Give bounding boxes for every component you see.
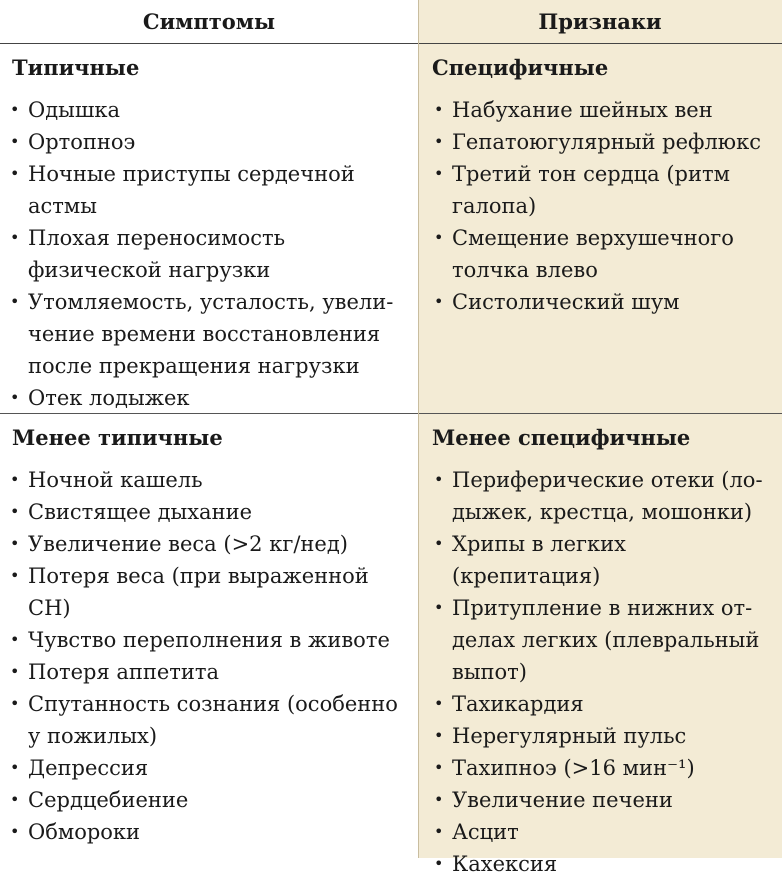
list-item: • Чувство переполнения в животе [8, 624, 412, 656]
list-item: • Одышка [8, 94, 412, 126]
list-item: • Депрессия [8, 752, 412, 784]
list-item: • Плохая переносимость физической нагрузки [8, 222, 412, 286]
list-item: • Обмороки [8, 816, 412, 848]
list-item: • Нерегулярный пульс [432, 720, 776, 752]
list-item: • Утомляемость, усталость, увели- чение времени восстановления после прекращения нагрузки [8, 286, 412, 382]
list-less-typical [0, 464, 418, 848]
section-title-less-specific: Менее специфичные [432, 425, 691, 450]
section-title-typical: Типичные [12, 55, 140, 80]
list-item: • Гепатоюгулярный рефлюкс [432, 126, 776, 158]
list-item: • Потеря веса (при выраженной СН) [8, 560, 412, 624]
list-item: • Кахексия [432, 848, 776, 880]
list-item: • Третий тон сердца (ритм галопа) [432, 158, 776, 222]
list-item: • Ортопноэ [8, 126, 412, 158]
list-item: • Потеря аппетита [8, 656, 412, 688]
header-signs: Признаки [418, 0, 782, 44]
section-title-less-typical: Менее типичные [12, 425, 223, 450]
list-item: • Спутанность сознания (особенно у пожилых) [8, 688, 412, 752]
section-typical [0, 44, 418, 414]
list-item: • Свистящее дыхание [8, 496, 412, 528]
list-item: • Смещение верхушечного толчка влево [432, 222, 776, 286]
list-specific [418, 94, 782, 318]
column-divider [418, 0, 419, 858]
list-item: • Ночной кашель [8, 464, 412, 496]
list-item: • Систолический шум [432, 286, 776, 318]
section-less-typical [0, 414, 418, 858]
list-item: • Сердцебиение [8, 784, 412, 816]
section-specific [418, 44, 782, 414]
list-typical [0, 94, 418, 414]
list-item: • Набухание шейных вен [432, 94, 776, 126]
list-item: • Притупление в нижних от- делах легких (плевральный выпот) [432, 592, 776, 688]
list-item: • Тахикардия [432, 688, 776, 720]
section-less-specific [418, 414, 782, 876]
list-item: • Ночные приступы сердечной астмы [8, 158, 412, 222]
list-item: • Периферические отеки (ло- дыжек, крестца, мошонки) [432, 464, 776, 528]
list-less-specific [418, 464, 782, 880]
list-item: • Увеличение печени [432, 784, 776, 816]
section-title-specific: Специфичные [432, 55, 609, 80]
list-item: • Тахипноэ (>16 мин⁻¹) [432, 752, 776, 784]
list-item: • Асцит [432, 816, 776, 848]
list-item: • Увеличение веса (>2 кг/нед) [8, 528, 412, 560]
header-symptoms: Симптомы [0, 0, 418, 44]
list-item: • Хрипы в легких (крепитация) [432, 528, 776, 592]
list-item: • Отек лодыжек [8, 382, 412, 414]
